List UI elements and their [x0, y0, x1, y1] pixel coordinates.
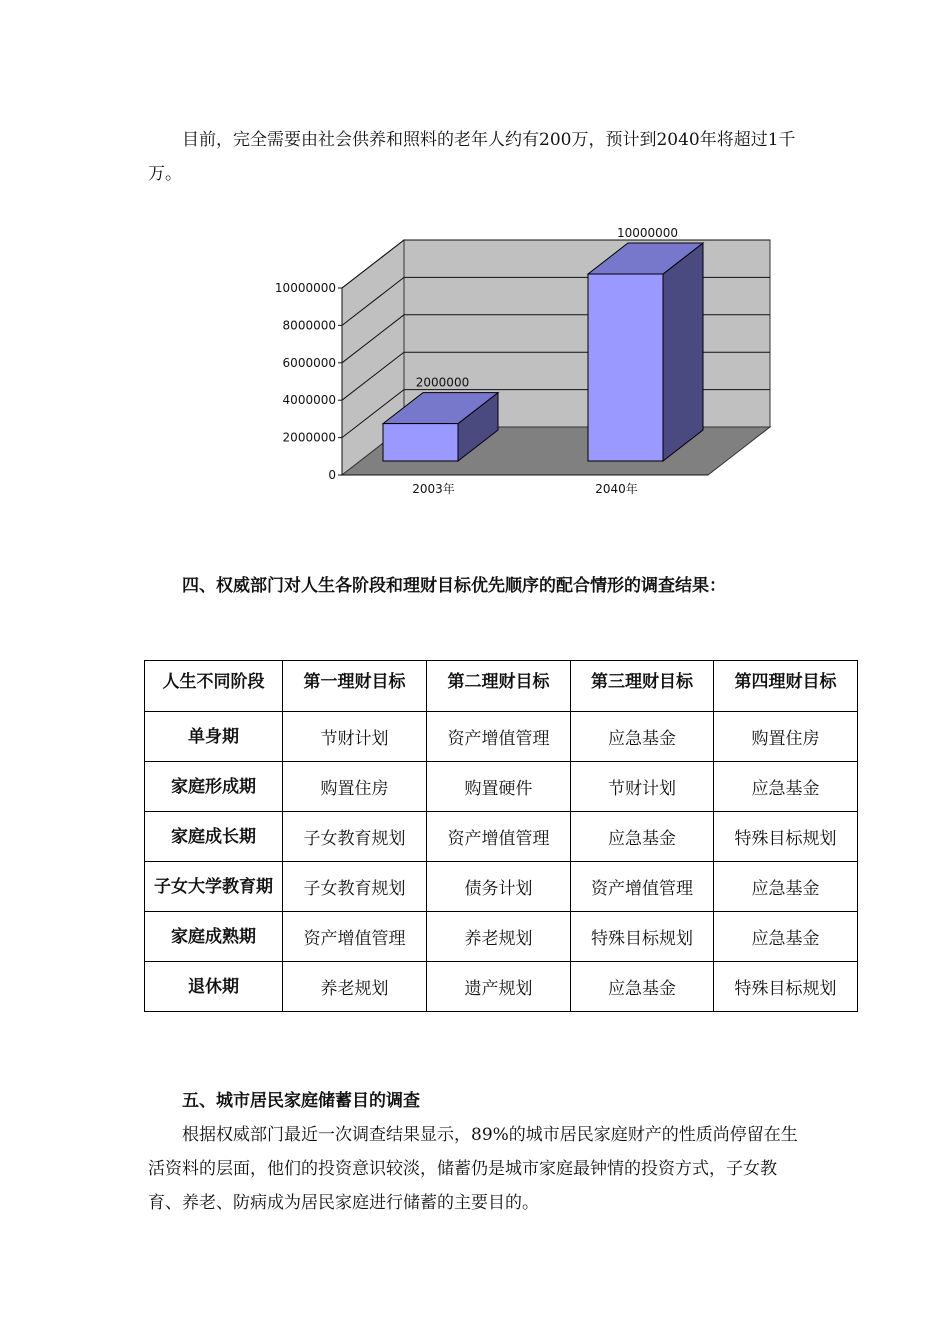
goal-cell: 子女教育规划	[283, 812, 427, 862]
goal-cell: 资产增值管理	[427, 712, 571, 762]
life-stage-cell: 单身期	[145, 712, 283, 762]
goal-cell: 购置硬件	[427, 762, 571, 812]
section5-paragraph: 根据权威部门最近一次调查结果显示，89%的城市居民家庭财产的性质尚停留在生活资料的层面，他们的投资意识较淡，储蓄仍是城市家庭最钟情的投资方式，子女教育、养老、防病成为居民家庭进行储蓄的主要目的。	[148, 1125, 798, 1213]
goal-cell: 资产增值管理	[283, 912, 427, 962]
table-header-cell: 第三理财目标	[571, 661, 714, 712]
goal-cell: 应急基金	[571, 712, 714, 762]
life-stage-cell: 家庭成长期	[145, 812, 283, 862]
goal-cell: 应急基金	[714, 862, 858, 912]
life-stage-cell: 退休期	[145, 962, 283, 1012]
table-header-cell: 第二理财目标	[427, 661, 571, 712]
bar-side	[663, 243, 703, 461]
goal-cell: 资产增值管理	[427, 812, 571, 862]
goal-cell: 遗产规划	[427, 962, 571, 1012]
goal-cell: 购置住房	[714, 712, 858, 762]
goal-cell: 购置住房	[283, 762, 427, 812]
table-row	[145, 962, 858, 1012]
table-row	[145, 812, 858, 862]
goal-cell: 特殊目标规划	[571, 912, 714, 962]
life-stage-cell: 家庭形成期	[145, 762, 283, 812]
table-row	[145, 912, 858, 962]
goal-cell: 节财计划	[283, 712, 427, 762]
goal-cell: 资产增值管理	[571, 862, 714, 912]
y-tick-label: 4000000	[282, 393, 336, 408]
goal-cell: 应急基金	[571, 812, 714, 862]
goal-cell: 子女教育规划	[283, 862, 427, 912]
goal-cell: 债务计划	[427, 862, 571, 912]
y-tick-label: 6000000	[282, 355, 336, 370]
bar	[588, 274, 663, 461]
goal-cell: 养老规划	[427, 912, 571, 962]
table-header-cell: 第一理财目标	[283, 661, 427, 712]
x-tick-label: 2040年	[595, 482, 638, 496]
y-tick-label: 8000000	[282, 318, 336, 333]
life-stage-cell: 子女大学教育期	[145, 862, 283, 912]
goal-cell: 特殊目标规划	[714, 962, 858, 1012]
bar	[383, 424, 458, 461]
y-tick-label: 0	[328, 468, 336, 482]
table-header-row	[145, 661, 858, 712]
table-header-cell: 人生不同阶段	[145, 661, 283, 712]
table-row	[145, 862, 858, 912]
intro-paragraph: 目前，完全需要由社会供养和照料的老年人约有200万，预计到2040年将超过1千万。	[148, 130, 796, 184]
table-row	[145, 762, 858, 812]
section5-heading: 五、城市居民家庭储蓄目的调查	[182, 1091, 420, 1111]
goal-cell: 应急基金	[714, 912, 858, 962]
data-label: 2000000	[415, 375, 470, 390]
financial-goals-table	[144, 660, 858, 1012]
life-stage-cell: 家庭成熟期	[145, 912, 283, 962]
goal-cell: 养老规划	[283, 962, 427, 1012]
goal-cell: 应急基金	[571, 962, 714, 1012]
goal-cell: 节财计划	[571, 762, 714, 812]
data-label: 10000000	[616, 228, 679, 240]
bar-chart-svg	[262, 228, 782, 508]
table-header-cell: 第四理财目标	[714, 661, 858, 712]
goal-cell: 特殊目标规划	[714, 812, 858, 862]
y-tick-label: 2000000	[282, 430, 336, 445]
elderly-population-chart	[262, 228, 782, 508]
y-tick-label: 10000000	[274, 281, 336, 295]
x-tick-label: 2003年	[412, 482, 455, 496]
table-row	[145, 712, 858, 762]
section4-heading: 四、权威部门对人生各阶段和理财目标优先顺序的配合情形的调查结果：	[182, 576, 726, 596]
goal-cell: 应急基金	[714, 762, 858, 812]
